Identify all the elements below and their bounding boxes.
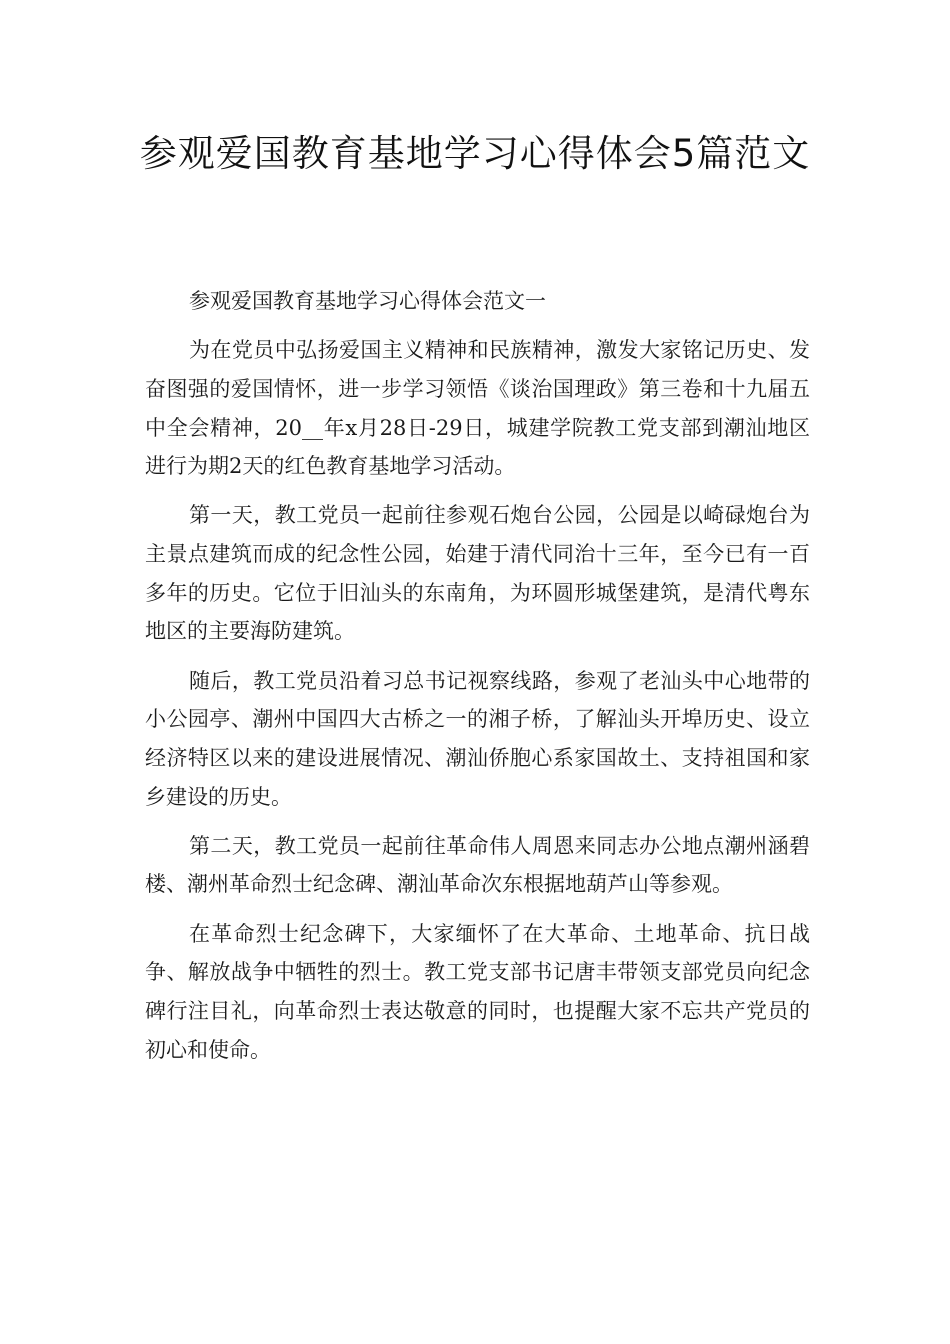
document-title: 参观爱国教育基地学习心得体会5篇范文 [139,132,811,175]
paragraph-4: 第二天，教工党员一起前往革命伟人周恩来同志办公地点潮州涵碧楼、潮州革命烈士纪念碑、潮汕革命次东根据地葫芦山等参观。 [145,833,810,897]
document-body [145,282,810,1080]
paragraph-2: 第一天，教工党员一起前往参观石炮台公园，公园是以崎碌炮台为主景点建筑而成的纪念性公园，始建于清代同治十三年，至今已有一百多年的历史。它位于旧汕头的东南角，为环圆形城堡建筑，是清代粤东地区的主要海防建筑。 [145,503,810,644]
section-heading: 参观爱国教育基地学习心得体会范文一 [189,289,546,313]
paragraph-1: 为在党员中弘扬爱国主义精神和民族精神，激发大家铭记历史、发奋图强的爱国情怀，进一步学习领悟《谈治国理政》第三卷和十九届五中全会精神，20__年x月28日-29日，城建学院教工党支部到潮汕地区进行为期2天的红色教育基地学习活动。 [145,338,810,479]
paragraph-5: 在革命烈士纪念碑下，大家缅怀了在大革命、土地革命、抗日战争、解放战争中牺牲的烈士。教工党支部书记唐丰带领支部党员向纪念碑行注目礼，向革命烈士表达敬意的同时，也提醒大家不忘共产党员的初心和使命。 [145,921,810,1062]
paragraph-3: 随后，教工党员沿着习总书记视察线路，参观了老汕头中心地带的小公园亭、潮州中国四大古桥之一的湘子桥，了解汕头开埠历史、设立经济特区以来的建设进展情况、潮汕侨胞心系家国故土、支持祖国和家乡建设的历史。 [145,668,810,809]
